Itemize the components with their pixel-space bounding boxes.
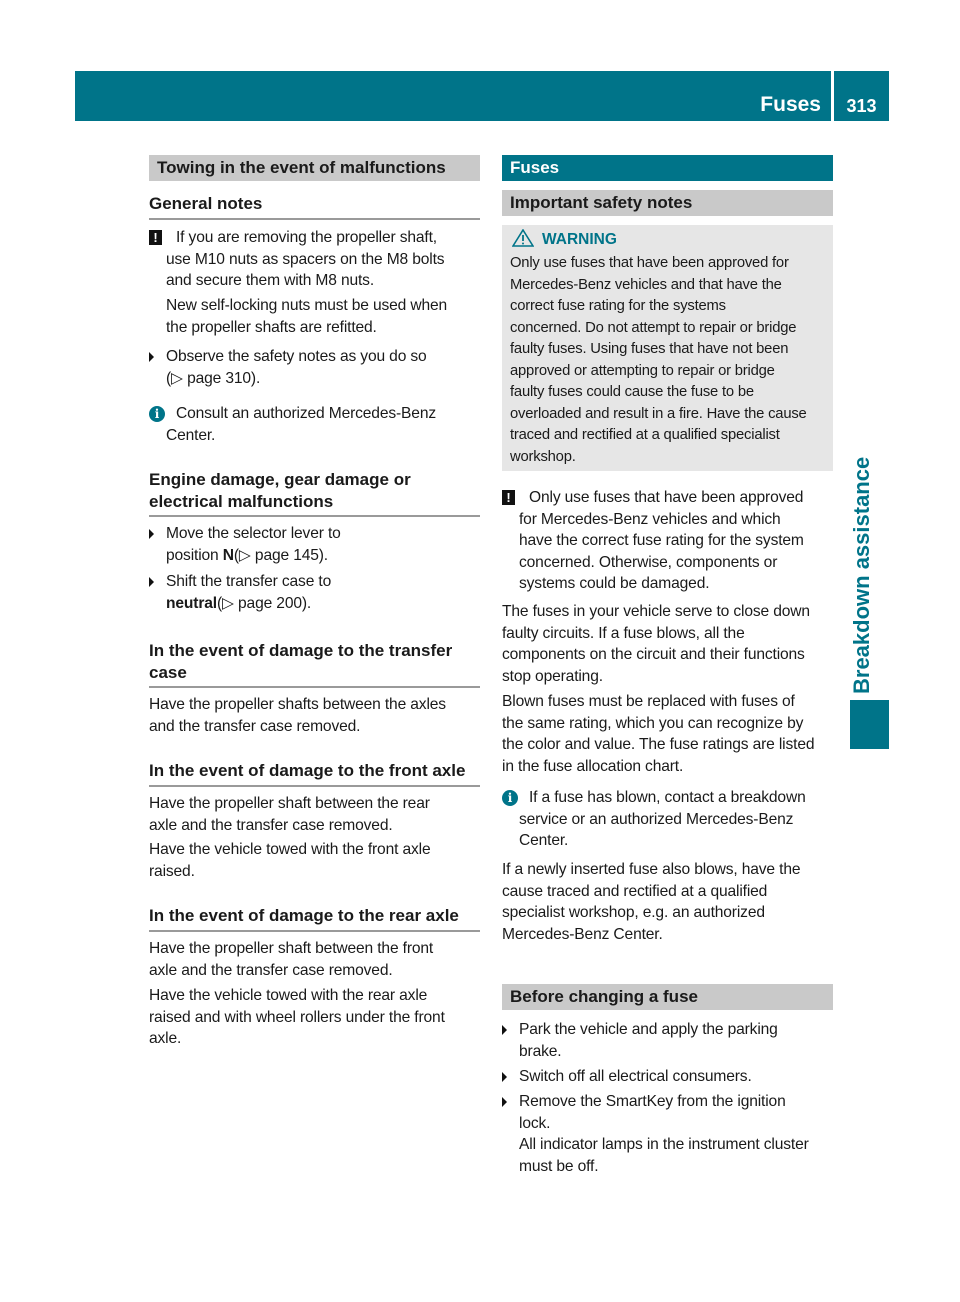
step-text: Switch off all electrical consumers. <box>519 1068 752 1085</box>
section-title-towing: Towing in the event of malfunctions <box>149 155 480 181</box>
paragraph-text: Have the propeller shafts between the axles and the transfer case removed. <box>149 696 446 735</box>
warning-box <box>502 225 833 471</box>
bullet-arrow-icon <box>149 529 154 539</box>
step-text: Observe the safety notes as you do so (▷ page 310). <box>166 348 427 387</box>
paragraph-text: Blown fuses must be replaced with fuses of the same rating, which you can recognize by the color and value. The fuse ratings are listed in the fuse allocation chart. <box>502 693 815 775</box>
bullet-arrow-icon <box>502 1097 507 1107</box>
heading-transfer-case: In the event of damage to the transfer case <box>149 640 480 688</box>
note-text: Only use fuses that have been approved for Mercedes-Benz vehicles and which have the correct fuse rating for the system concerned. Otherwise, components or systems could be damaged. <box>519 489 804 592</box>
step-bold: neutral <box>166 594 217 612</box>
page-number: 313 <box>846 96 877 116</box>
heading-important-safety: Important safety notes <box>502 190 833 216</box>
text-rear-axle-1 <box>149 938 480 981</box>
header-bar <box>75 71 831 121</box>
step-remove-smartkey <box>502 1091 850 1177</box>
bullet-arrow-icon <box>149 577 154 587</box>
info-fuse-blown <box>502 787 850 852</box>
step-text: Park the vehicle and apply the parking brake. <box>519 1021 778 1060</box>
step-selector-lever <box>149 523 497 566</box>
warning-triangle-icon <box>512 229 534 247</box>
para-new-fuse-blows <box>502 859 833 945</box>
chapter-title: Fuses <box>760 93 821 116</box>
step-park-vehicle <box>502 1019 850 1062</box>
bullet-arrow-icon <box>502 1072 507 1082</box>
page-ref: (▷ page 200). <box>216 594 312 612</box>
step-observe-safety <box>149 346 497 389</box>
heading-engine-damage: Engine damage, gear damage or electrical malfunctions <box>149 469 480 517</box>
heading-rear-axle: In the event of damage to the rear axle <box>149 905 480 932</box>
warning-header <box>512 229 617 250</box>
text-front-axle-1 <box>149 793 480 836</box>
info-consult <box>149 403 497 446</box>
step-text: Shift the transfer case to <box>166 573 332 590</box>
heading-general-notes: General notes <box>149 193 480 220</box>
note-approved-fuses <box>502 487 850 595</box>
warning-text: Only use fuses that have been approved for Mercedes-Benz vehicles and that have the correct fuse rating for the systems concerned. Do not attempt to repair or bridge faulty fuses. Using fuses that have not been approved or attempting to repair or bridge faulty fuses could cause the fuse to be overloaded and result in a fire. Have the cause traced and rectified at a qualified specialist workshop. <box>510 255 807 465</box>
step-bold: N <box>222 546 234 564</box>
text-rear-axle-2 <box>149 985 480 1050</box>
paragraph-text: Have the propeller shaft between the front axle and the transfer case removed. <box>149 940 434 979</box>
text-transfer-case <box>149 694 480 737</box>
note-propeller-shaft <box>149 227 497 292</box>
para-blown-fuses <box>502 691 833 777</box>
step-text: Remove the SmartKey from the ignition lock. All indicator lamps in the instrument cluster must be off. <box>519 1093 809 1175</box>
para-fuses-purpose <box>502 601 833 687</box>
info-icon: i <box>149 406 165 422</box>
info-icon: i <box>502 790 518 806</box>
side-tab-label: Breakdown assistance <box>849 456 874 694</box>
note-self-locking <box>149 295 497 338</box>
caution-icon: ! <box>149 230 162 245</box>
paragraph-text: Have the vehicle towed with the front axle raised. <box>149 841 431 880</box>
paragraph-text: If a newly inserted fuse also blows, have the cause traced and rectified at a qualified specialist workshop, e.g. an authorized Mercedes-Benz Center. <box>502 861 801 943</box>
side-tab <box>850 700 889 749</box>
info-text: If a fuse has blown, contact a breakdown service or an authorized Mercedes-Benz Center. <box>519 789 806 849</box>
bullet-arrow-icon <box>149 352 154 362</box>
note-text: If you are removing the propeller shaft, use M10 nuts as spacers on the M8 bolts and secure them with M8 nuts. <box>166 229 445 289</box>
paragraph-text: Have the vehicle towed with the rear axle raised and with wheel rollers under the front axle. <box>149 987 445 1047</box>
page-number-box <box>834 71 889 121</box>
bullet-arrow-icon <box>502 1025 507 1035</box>
paragraph-text: The fuses in your vehicle serve to close down faulty circuits. If a fuse blows, all the components on the circuit and their functions stop operating. <box>502 603 810 685</box>
step-switch-off <box>502 1066 850 1088</box>
note-text: New self-locking nuts must be used when the propeller shafts are refitted. <box>166 297 448 336</box>
warning-label: WARNING <box>542 231 617 248</box>
page-ref: (▷ page 145). <box>233 546 328 564</box>
step-text: Move the selector lever to position <box>166 525 341 564</box>
step-transfer-case <box>149 571 497 614</box>
text-front-axle-2 <box>149 839 480 882</box>
info-text: Consult an authorized Mercedes-Benz Center. <box>166 405 436 444</box>
caution-icon: ! <box>502 490 515 505</box>
paragraph-text: Have the propeller shaft between the rear axle and the transfer case removed. <box>149 795 430 834</box>
heading-before-changing: Before changing a fuse <box>502 984 833 1010</box>
section-title-fuses: Fuses <box>502 155 833 181</box>
heading-front-axle: In the event of damage to the front axle <box>149 760 480 787</box>
